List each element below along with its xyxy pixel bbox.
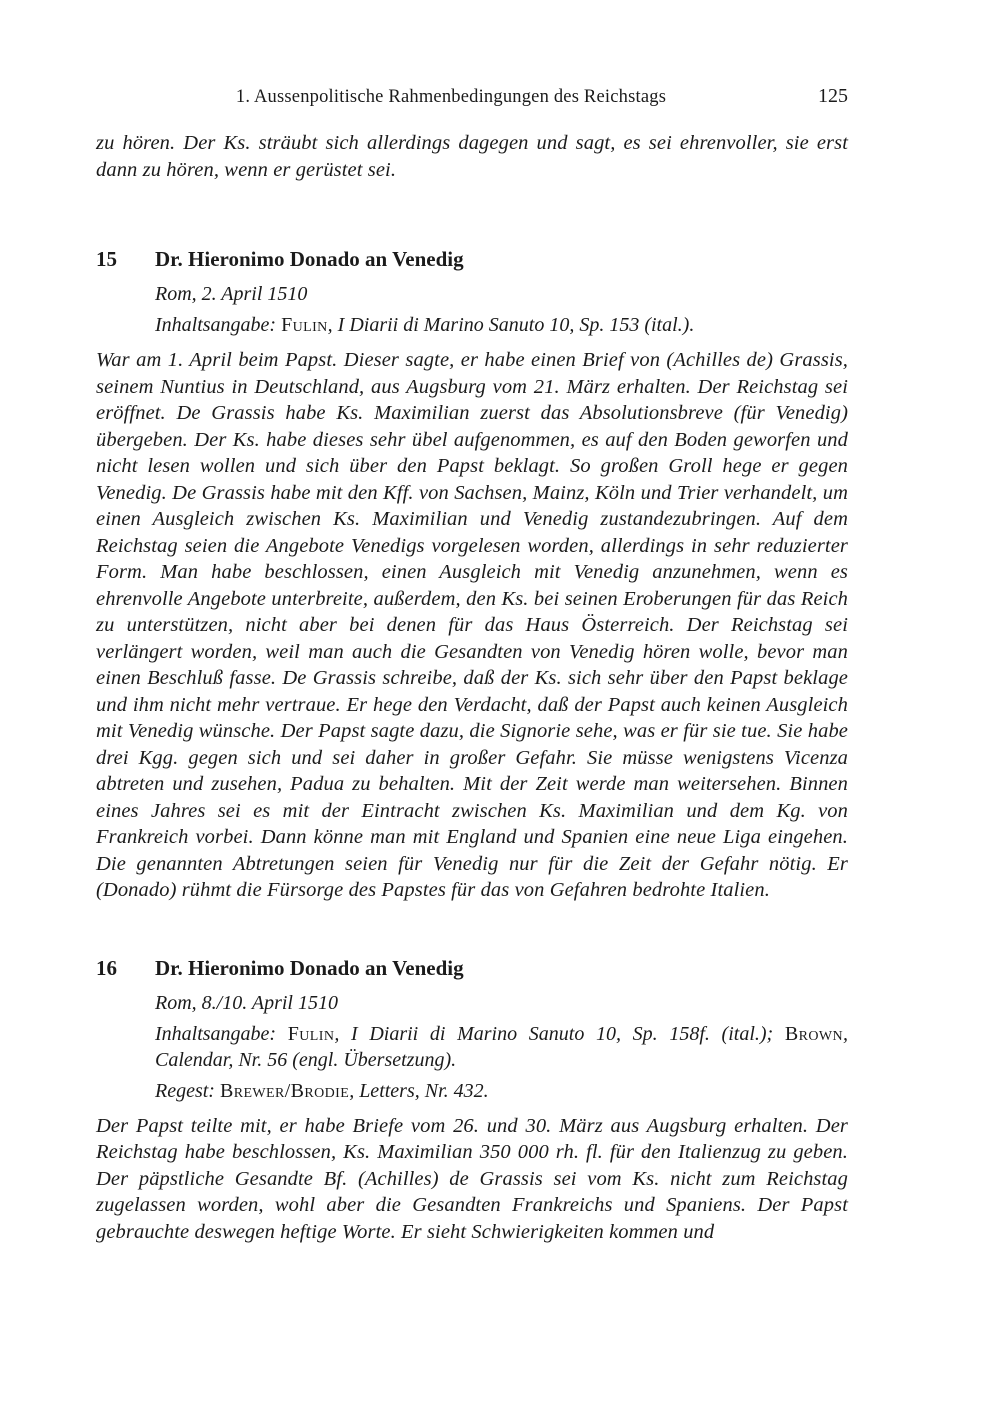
source-citation: , I Diarii di Marino Sanuto 10, Sp. 153 (ital.).: [327, 314, 695, 336]
source-author: Brown: [784, 1022, 843, 1045]
entry-body: Der Papst teilte mit, er habe Briefe vom 26. und 30. März aus Augsburg erhalten. Der Reichstag habe beschlossen, Ks. Maximilian 350 000 rh. fl. für den Italienzug zu geben. Der päpstliche Gesandte Bf. (Achilles) de Grassis sei vom Ks. nicht zum Reichstag zugelassen worden, wohl aber die Gesandten Frankreichs und Spaniens. Der Papst gebrauchte deswegen heftige Worte. Er sieht Schwierigkeiten kommen und: [96, 1114, 848, 1243]
source-citation: , I Diarii di Marino Sanuto 10, Sp. 158f. (ital.);: [334, 1022, 785, 1045]
source-label: Inhaltsangabe:: [155, 314, 282, 336]
intro-paragraph: zu hören. Der Ks. sträubt sich allerdings dagegen und sagt, es sei ehrenvoller, sie erst dann zu hören, wenn er gerüstet sei.: [96, 132, 848, 181]
regest-authors: Brewer/Brodie: [219, 1079, 350, 1102]
entry-regest-line: [155, 1078, 848, 1104]
source-author: Fulin: [281, 314, 328, 336]
entry-15: [96, 247, 848, 904]
page-number: 125: [818, 85, 848, 107]
section-title: 1. Aussenpolitische Rahmenbedingungen des Reichstags: [235, 87, 667, 107]
entry-source-line: [155, 1021, 848, 1073]
entry-number: 15: [96, 247, 117, 271]
entry-title: Dr. Hieronimo Donado an Venedig: [155, 247, 464, 271]
source-label: Inhaltsangabe:: [155, 1022, 288, 1045]
entry-15-heading: [96, 247, 848, 272]
source-author: Fulin: [287, 1022, 335, 1045]
entry-place-date: Rom, 8./10. April 1510: [155, 991, 338, 1014]
entry-title: Dr. Hieronimo Donado an Venedig: [155, 955, 464, 980]
entry-source-line: [155, 312, 848, 338]
entry-16-heading: [96, 956, 848, 981]
regest-citation: , Letters, Nr. 432.: [349, 1079, 489, 1102]
regest-label: Regest:: [155, 1079, 220, 1102]
entry-body: War am 1. April beim Papst. Dieser sagte, er habe einen Brief von (Achilles de) Grassis, seinem Nuntius in Deutschland, aus Augsburg vom 21. März erhalten. Der Reichstag sei eröffnet. De Grassis habe Ks. Maximilian zuerst das Absolutionsbreve (für Venedig) übergeben. Der Ks. habe dieses sehr übel aufgenommen, es auf den Boden geworfen und nicht lesen wollen und sich über den Papst beklagt. So großen Groll hege er gegen Venedig. De Grassis habe mit den Kff. von Sachsen, Mainz, Köln und Trier verhandelt, um einen Ausgleich zwischen Ks. Maximilian und Venedig zustandezubringen. Auf dem Reichstag seien die Angebote Venedigs vorgelesen worden, allerdings in sehr reduzierter Form. Man habe beschlossen, einen Ausgleich mit Venedig anzunehmen, wenn es ehrenvolle Angebote unterbreite, außerdem, den Ks. bei seinen Eroberungen für das Reich zu unterstützen, nicht aber bei denen für das Haus Österreich. Der Reichstag sei verlängert worden, weil man auch die Gesandten von Venedig hören wolle, bevor man einen Beschluß fasse. De Grassis schreibe, daß der Ks. sich sehr über den Papst beklage und ihm nicht mehr vertraue. Er hege den Verdacht, daß der Papst auch keinen Ausgleich mit Venedig wünsche. Der Papst sagte dazu, die Signorie sehe, was er für sie tue. Sie habe drei Kgg. gegen sich und sei daher in großer Gefahr. Sie müsse wenigstens Vicenza abtreten und zusehen, Padua zu behalten. Mit der Zeit werde man weitersehen. Binnen eines Jahres sei es mit der Eintracht zwischen Ks. Maximilian und dem Kg. von Frankreich vorbei. Dann könne man mit England und Spanien eine neue Liga eingehen. Die genannten Abtretungen seien für Venedig nur für die Zeit der Gefahr nötig. Er (Donado) rühmt die Fürsorge des Papstes für das von Gefahren bedrohte Italien.: [96, 349, 848, 901]
entry-number: 16: [96, 955, 117, 980]
entry-place-date: Rom, 2. April 1510: [155, 283, 308, 305]
source-citation: , Calendar, Nr. 56 (engl. Übersetzung).: [155, 1022, 848, 1071]
entry-16: [96, 956, 848, 1246]
running-head: [96, 85, 848, 108]
